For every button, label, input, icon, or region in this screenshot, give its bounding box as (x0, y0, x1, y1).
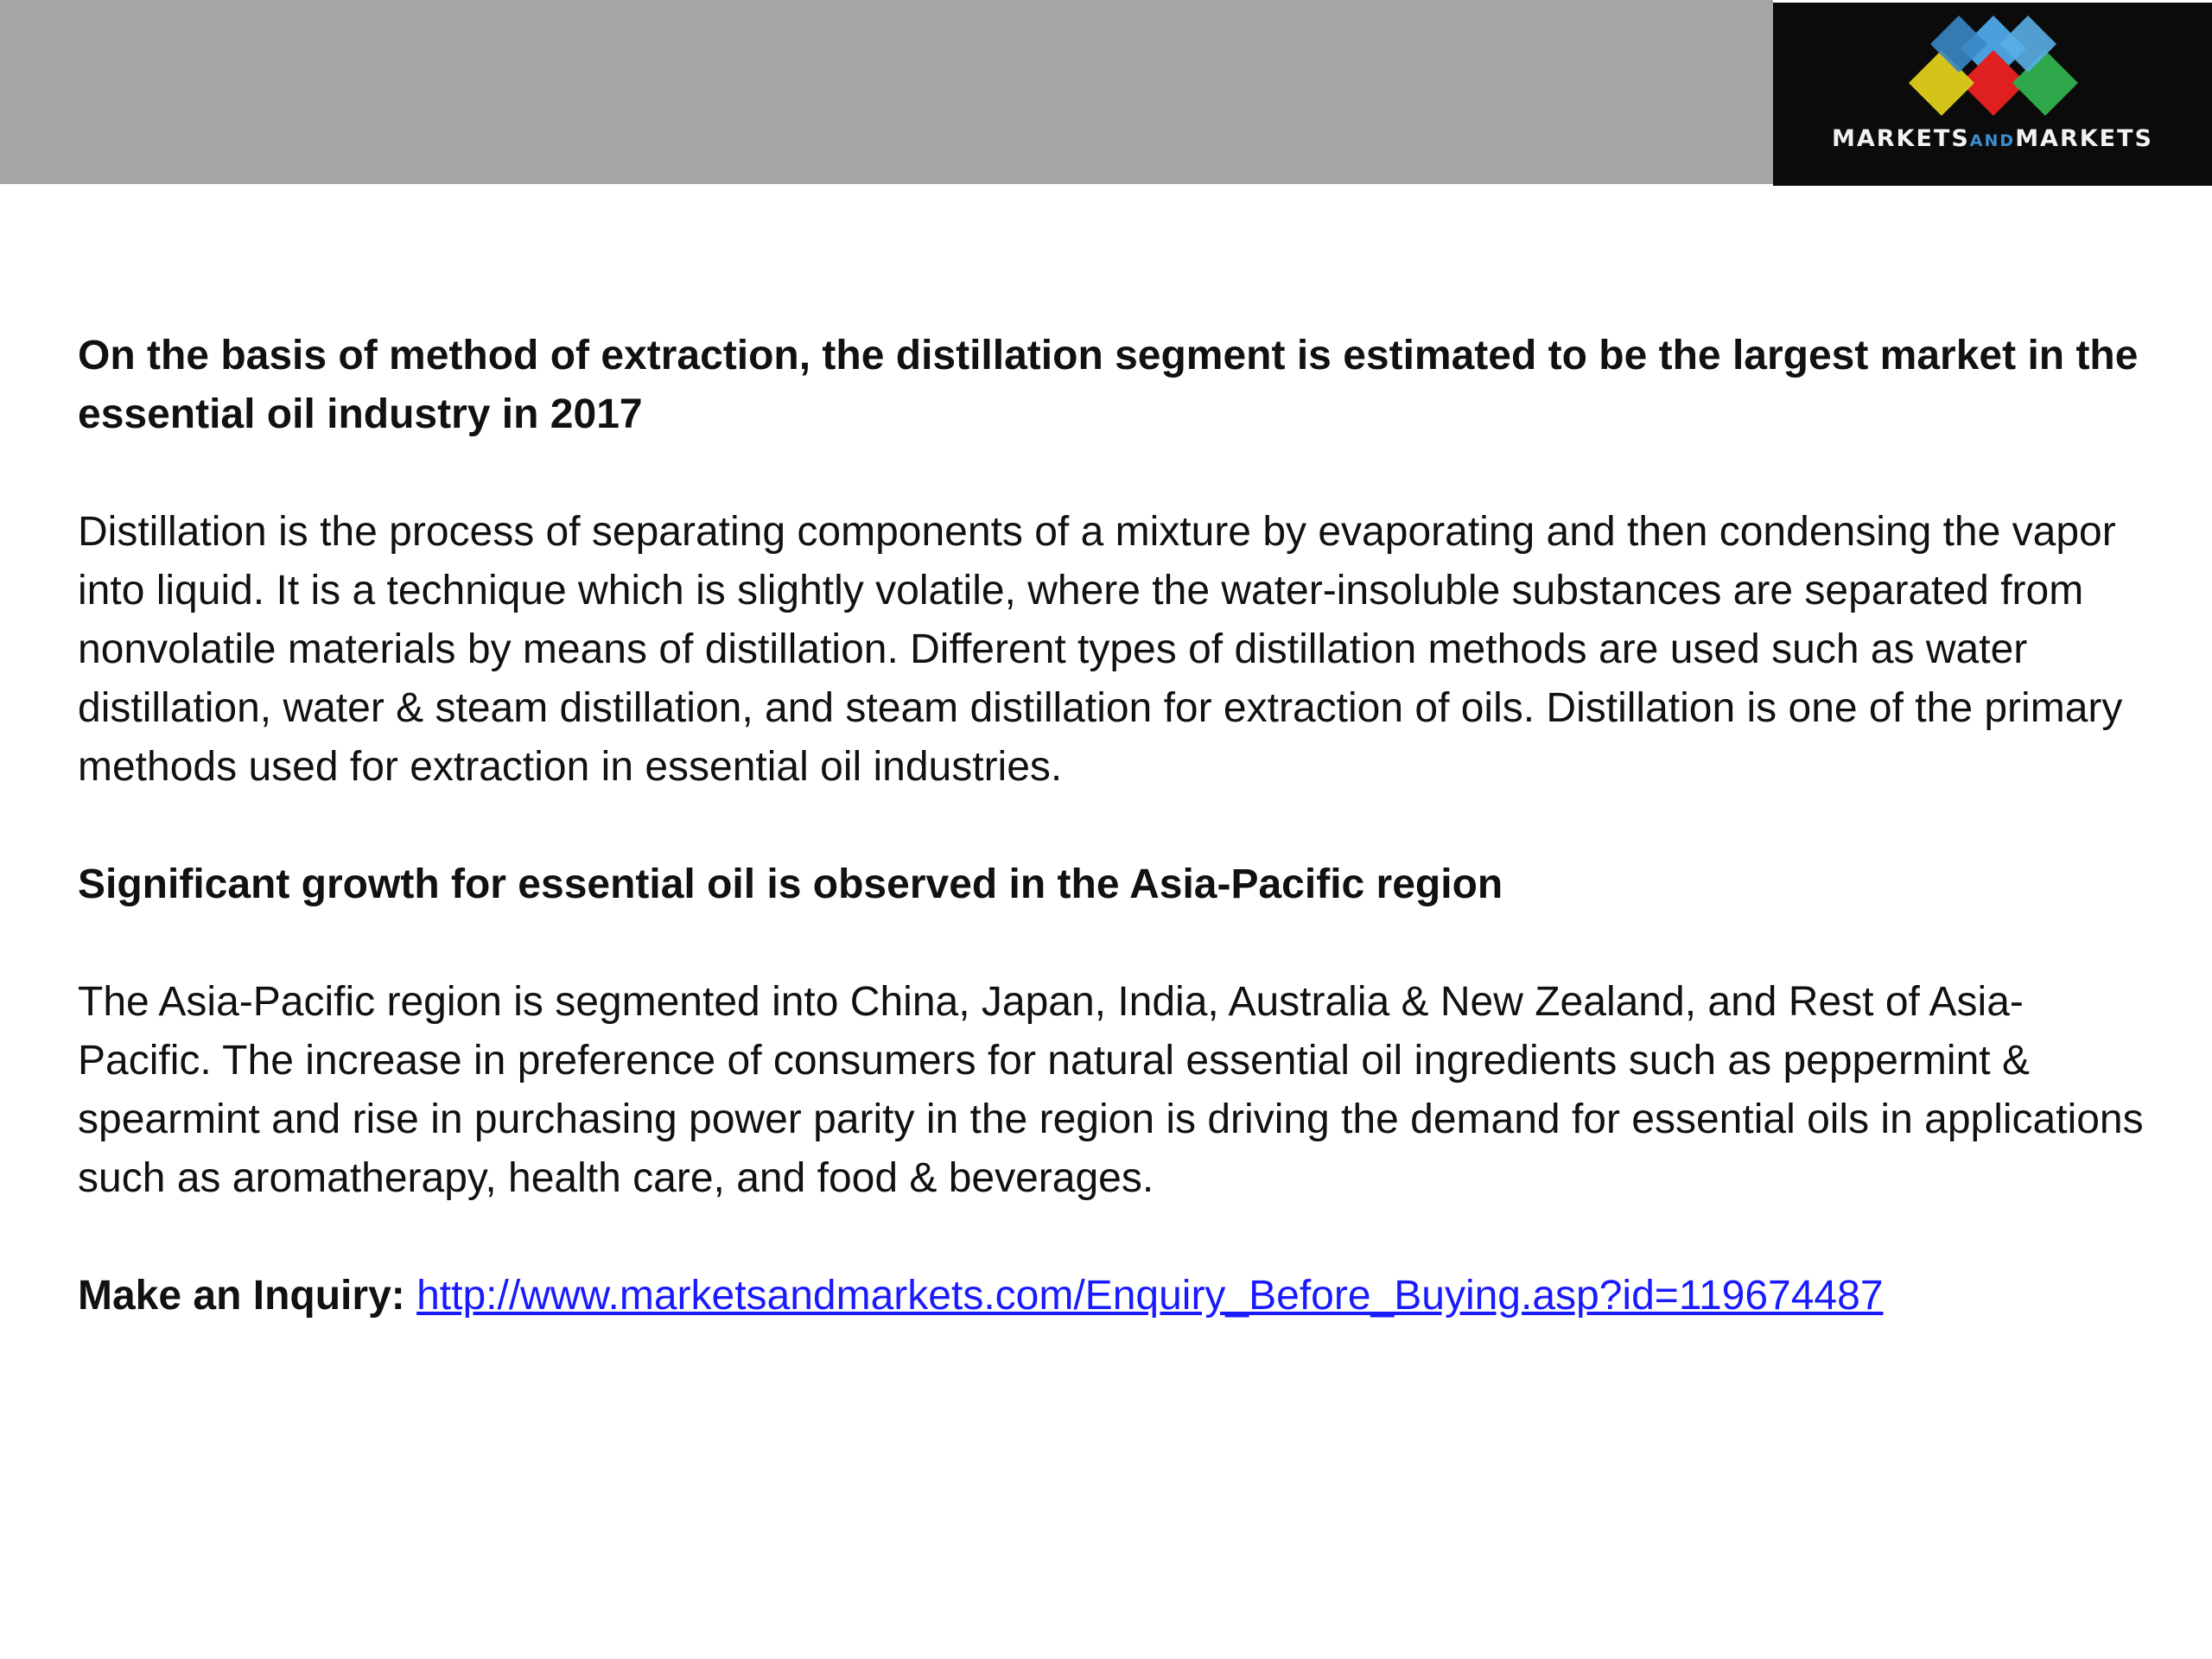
logo-wordmark (1773, 125, 2212, 152)
section2-heading: Significant growth for essential oil is observed in the Asia-Pacific region (78, 861, 1503, 907)
logo (1773, 3, 2212, 186)
section1-heading: On the basis of method of extraction, the distillation segment is estimated to be the largest market in the essential oil industry in 2017 (78, 333, 2139, 437)
logo-word-and: AND (1969, 131, 2016, 150)
inquiry-line (78, 1267, 2152, 1325)
section1-body: Distillation is the process of separating components of a mixture by evaporating and then condensing the vapor into liquid. It is a technique which is slightly volatile, where the water-insoluble substances are separated from nonvolatile materials by means of distillation. Different types of distillation methods are used such as water distillation, water & steam distillation, and steam distillation for extraction of oils. Distillation is one of the primary methods used for extraction in essential oil industries. (78, 509, 2123, 790)
content (78, 327, 2152, 1325)
inquiry-label: Make an Inquiry: (78, 1273, 405, 1319)
diamond-logo-icon (1885, 11, 2101, 119)
logo-word-markets-1: MARKETS (1832, 125, 1970, 152)
inquiry-link[interactable]: http://www.marketsandmarkets.com/Enquiry_Before_Buying.asp?id=119674487 (416, 1273, 1884, 1319)
logo-word-markets-2: MARKETS (2015, 125, 2153, 152)
header-band (0, 0, 1773, 184)
section2-body: The Asia-Pacific region is segmented into China, Japan, India, Australia & New Zealand, and Rest of Asia-Pacific. The increase in preference of consumers for natural essential oil ingredients such as peppermint & spearmint and rise in purchasing power parity in the region is driving the demand for essential oils in applications such as aromatherapy, health care, and food & beverages. (78, 979, 2144, 1201)
